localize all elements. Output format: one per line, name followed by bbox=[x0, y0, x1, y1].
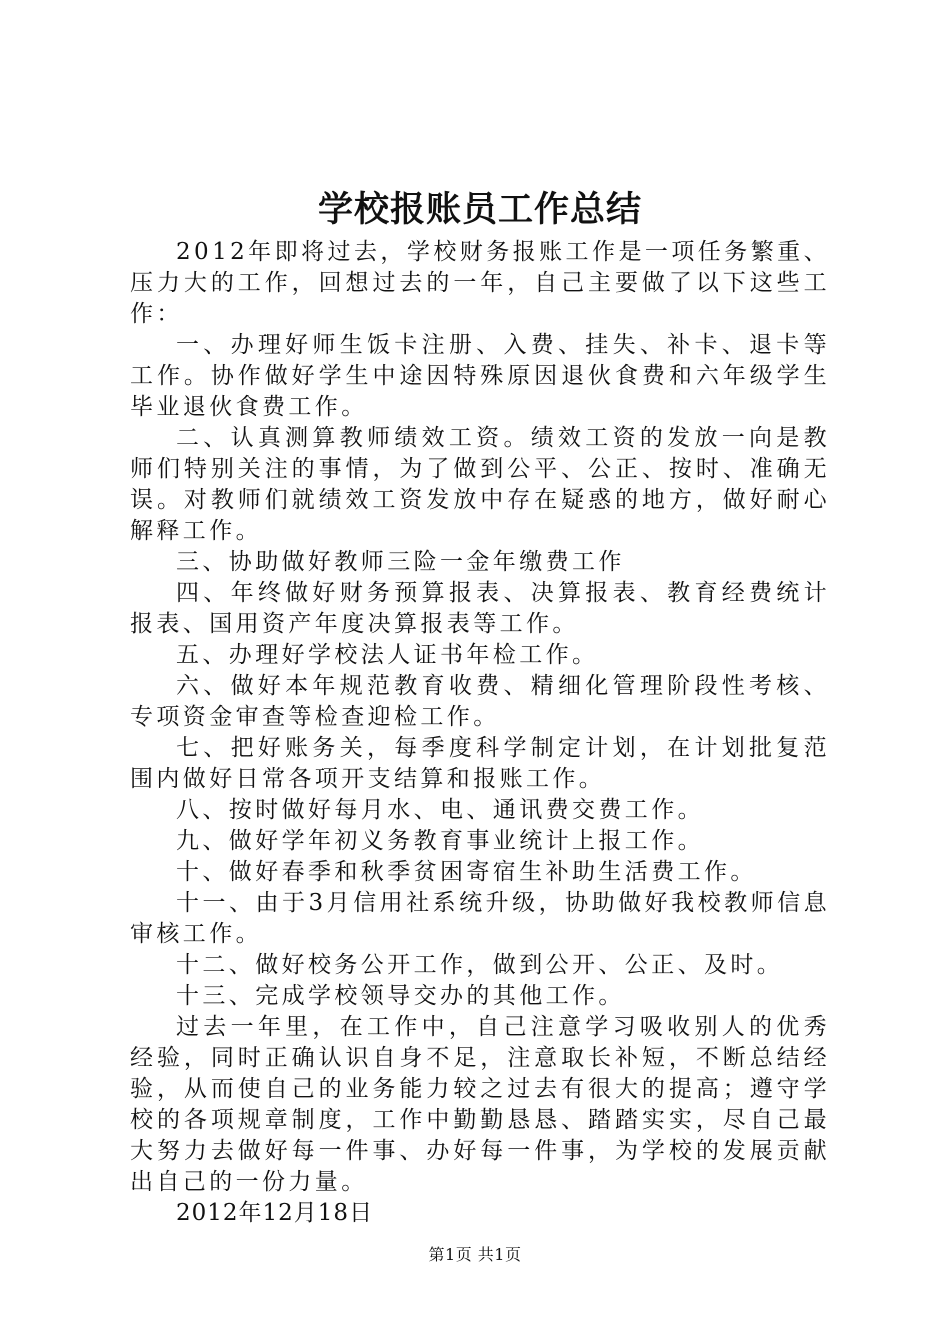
document-page bbox=[130, 0, 830, 1229]
paragraph-item-6: 六、做好本年规范教育收费、精细化管理阶段性考核、专项资金审查等检查迎检工作。 bbox=[130, 673, 830, 730]
paragraph-item-3: 三、协助做好教师三险一金年缴费工作 bbox=[176, 549, 625, 575]
paragraph-item-8: 八、按时做好每月水、电、通讯费交费工作。 bbox=[176, 797, 704, 823]
page-footer: 第1页 共1页 bbox=[428, 1245, 522, 1264]
paragraph-item-12: 十二、做好校务公开工作，做到公开、公正、及时。 bbox=[176, 952, 784, 978]
paragraph-item-11: 十一、由于3月信用社系统升级，协助做好我校教师信息审核工作。 bbox=[130, 890, 830, 947]
paragraph-conclusion: 过去一年里，在工作中，自己注意学习吸收别人的优秀经验，同时正确认识自身不足，注意取长补短，不断总结经验，从而使自己的业务能力较之过去有很大的提高；遵守学校的各项规章制度，工作中勤勤恳恳、踏踏实实，尽自己最大努力去做好每一件事、办好每一件事，为学校的发展贡献出自己的一份力量。 bbox=[130, 1014, 830, 1195]
paragraph-item-5: 五、办理好学校法人证书年检工作。 bbox=[176, 642, 599, 668]
paragraph-item-4: 四、年终做好财务预算报表、决算报表、教育经费统计报表、国用资产年度决算报表等工作。 bbox=[130, 580, 830, 637]
document-title: 学校报账员工作总结 bbox=[317, 189, 642, 230]
paragraph-item-1: 一、办理好师生饭卡注册、入费、挂失、补卡、退卡等工作。协作做好学生中途因特殊原因退伙食费和六年级学生毕业退伙食费工作。 bbox=[130, 332, 830, 420]
paragraph-item-9: 九、做好学年初义务教育事业统计上报工作。 bbox=[176, 828, 704, 854]
paragraph-item-2: 二、认真测算教师绩效工资。绩效工资的发放一向是教师们特别关注的事情，为了做到公平、公正、按时、准确无误。对教师们就绩效工资发放中存在疑惑的地方，做好耐心解释工作。 bbox=[130, 425, 830, 544]
paragraph-item-10: 十、做好春季和秋季贫困寄宿生补助生活费工作。 bbox=[176, 859, 757, 885]
document-body bbox=[130, 237, 830, 1229]
paragraph-item-7: 七、把好账务关，每季度科学制定计划，在计划批复范围内做好日常各项开支结算和报账工作。 bbox=[130, 735, 830, 792]
paragraph-item-13: 十三、完成学校领导交办的其他工作。 bbox=[176, 983, 625, 1009]
paragraph-intro: 2012年即将过去，学校财务报账工作是一项任务繁重、压力大的工作，回想过去的一年，自己主要做了以下这些工作： bbox=[130, 239, 830, 327]
document-date: 2012年12月18日 bbox=[176, 1200, 374, 1226]
